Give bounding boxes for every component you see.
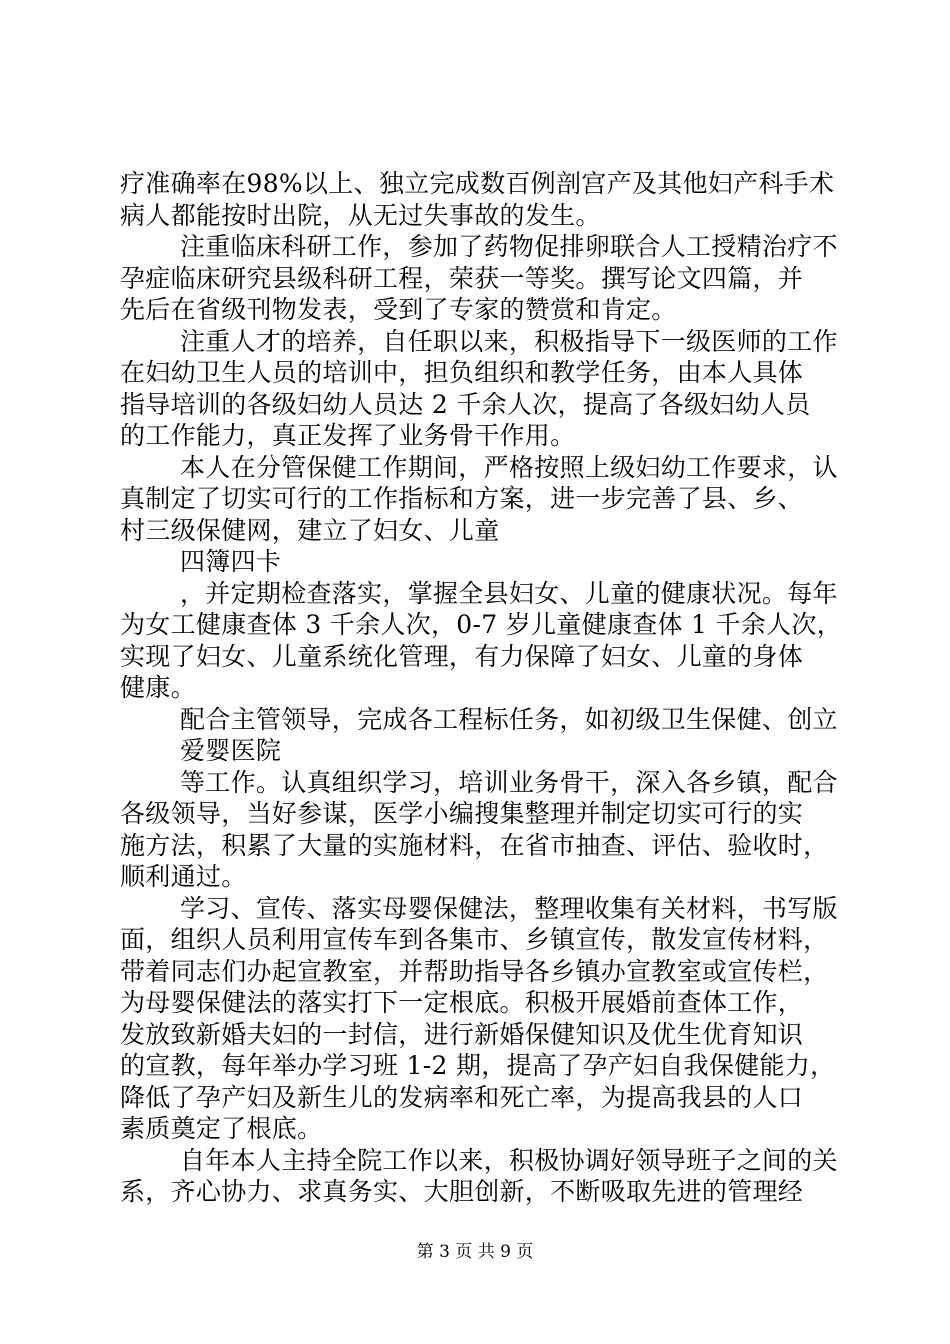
text-line: 为女工健康查体 3 千余人次，0-7 岁儿童健康查体 1 千余人次，: [120, 610, 843, 639]
text-line: 素质奠定了根底。: [120, 1114, 323, 1143]
page-footer: 第 3 页 共 9 页: [416, 1242, 534, 1262]
text-line: 病人都能按时出院，从无过失事故的发生。: [120, 200, 601, 230]
text-line: 指导培训的各级妇幼人员达 2 千余人次，提高了各级妇幼人员: [120, 389, 811, 419]
text-line: 在妇幼卫生人员的培训中，担负组织和教学任务，由本人具体: [120, 358, 804, 387]
text-line: 村三级保健网，建立了妇女、儿童: [120, 515, 500, 545]
text-line: 学习、宣传、落实母婴保健法，整理收集有关材料，书写版: [180, 893, 838, 923]
text-line: 孕症临床研究县级科研工程，荣获一等奖。撰写论文四篇，并: [120, 263, 804, 293]
text-line: 各级领导，当好参谋，医学小编搜集整理并制定切实可行的实: [120, 799, 804, 828]
text-line: 等工作。认真组织学习，培训业务骨干，深入各乡镇，配合: [180, 767, 838, 797]
text-line: 自年本人主持全院工作以来，积极协调好领导班子之间的关: [180, 1145, 838, 1175]
text-line: 为母婴保健法的落实打下一定根底。积极开展婚前查体工作，: [120, 988, 804, 1017]
text-line: 注重人才的培养，自任职以来，积极指导下一级医师的工作: [180, 326, 838, 356]
document-body: [120, 168, 843, 1208]
text-line: 健康。: [120, 673, 196, 702]
text-line: 疗准确率在98%以上、独立完成数百例剖宫产及其他妇产科手术: [120, 169, 835, 198]
text-line: 施方法，积累了大量的实施材料，在省市抽查、评估、验收时，: [120, 830, 829, 860]
text-line: 四簿四卡: [180, 547, 282, 576]
text-line: 爱婴医院: [180, 736, 282, 765]
text-line: ，并定期检查落实，掌握全县妇女、儿童的健康状况。每年: [180, 578, 838, 608]
text-line: 注重临床科研工作，参加了药物促排卵联合人工授精治疗不: [180, 232, 838, 261]
text-line: 发放致新婚夫妇的一封信，进行新婚保健知识及优生优育知识: [120, 1019, 804, 1049]
text-line: 降低了孕产妇及新生儿的发病率和死亡率，为提高我县的人口: [120, 1082, 804, 1112]
text-line: 配合主管领导，完成各工程标任务，如初级卫生保健、创立: [180, 704, 838, 734]
text-line: 系，齐心协力、求真务实、大胆创新，不断吸取先进的管理经: [120, 1177, 804, 1206]
text-line: 实现了妇女、儿童系统化管理，有力保障了妇女、儿童的身体: [120, 641, 804, 671]
text-line: 顺利通过。: [120, 862, 247, 891]
text-line: 的宣教，每年举办学习班 1-2 期，提高了孕产妇自我保健能力，: [120, 1051, 836, 1080]
text-line: 本人在分管保健工作期间，严格按照上级妇幼工作要求，认: [180, 452, 838, 482]
text-line: 面，组织人员利用宣传车到各集市、乡镇宣传，散发宣传材料，: [120, 925, 829, 954]
text-line: 带着同志们办起宣教室，并帮助指导各乡镇办宣教室或宣传栏，: [120, 956, 829, 986]
text-line: 真制定了切实可行的工作指标和方案，进一步完善了县、乡、: [120, 484, 804, 513]
text-line: 的工作能力，真正发挥了业务骨干作用。: [120, 421, 576, 450]
text-line: 先后在省级刊物发表，受到了专家的赞赏和肯定。: [120, 295, 677, 324]
